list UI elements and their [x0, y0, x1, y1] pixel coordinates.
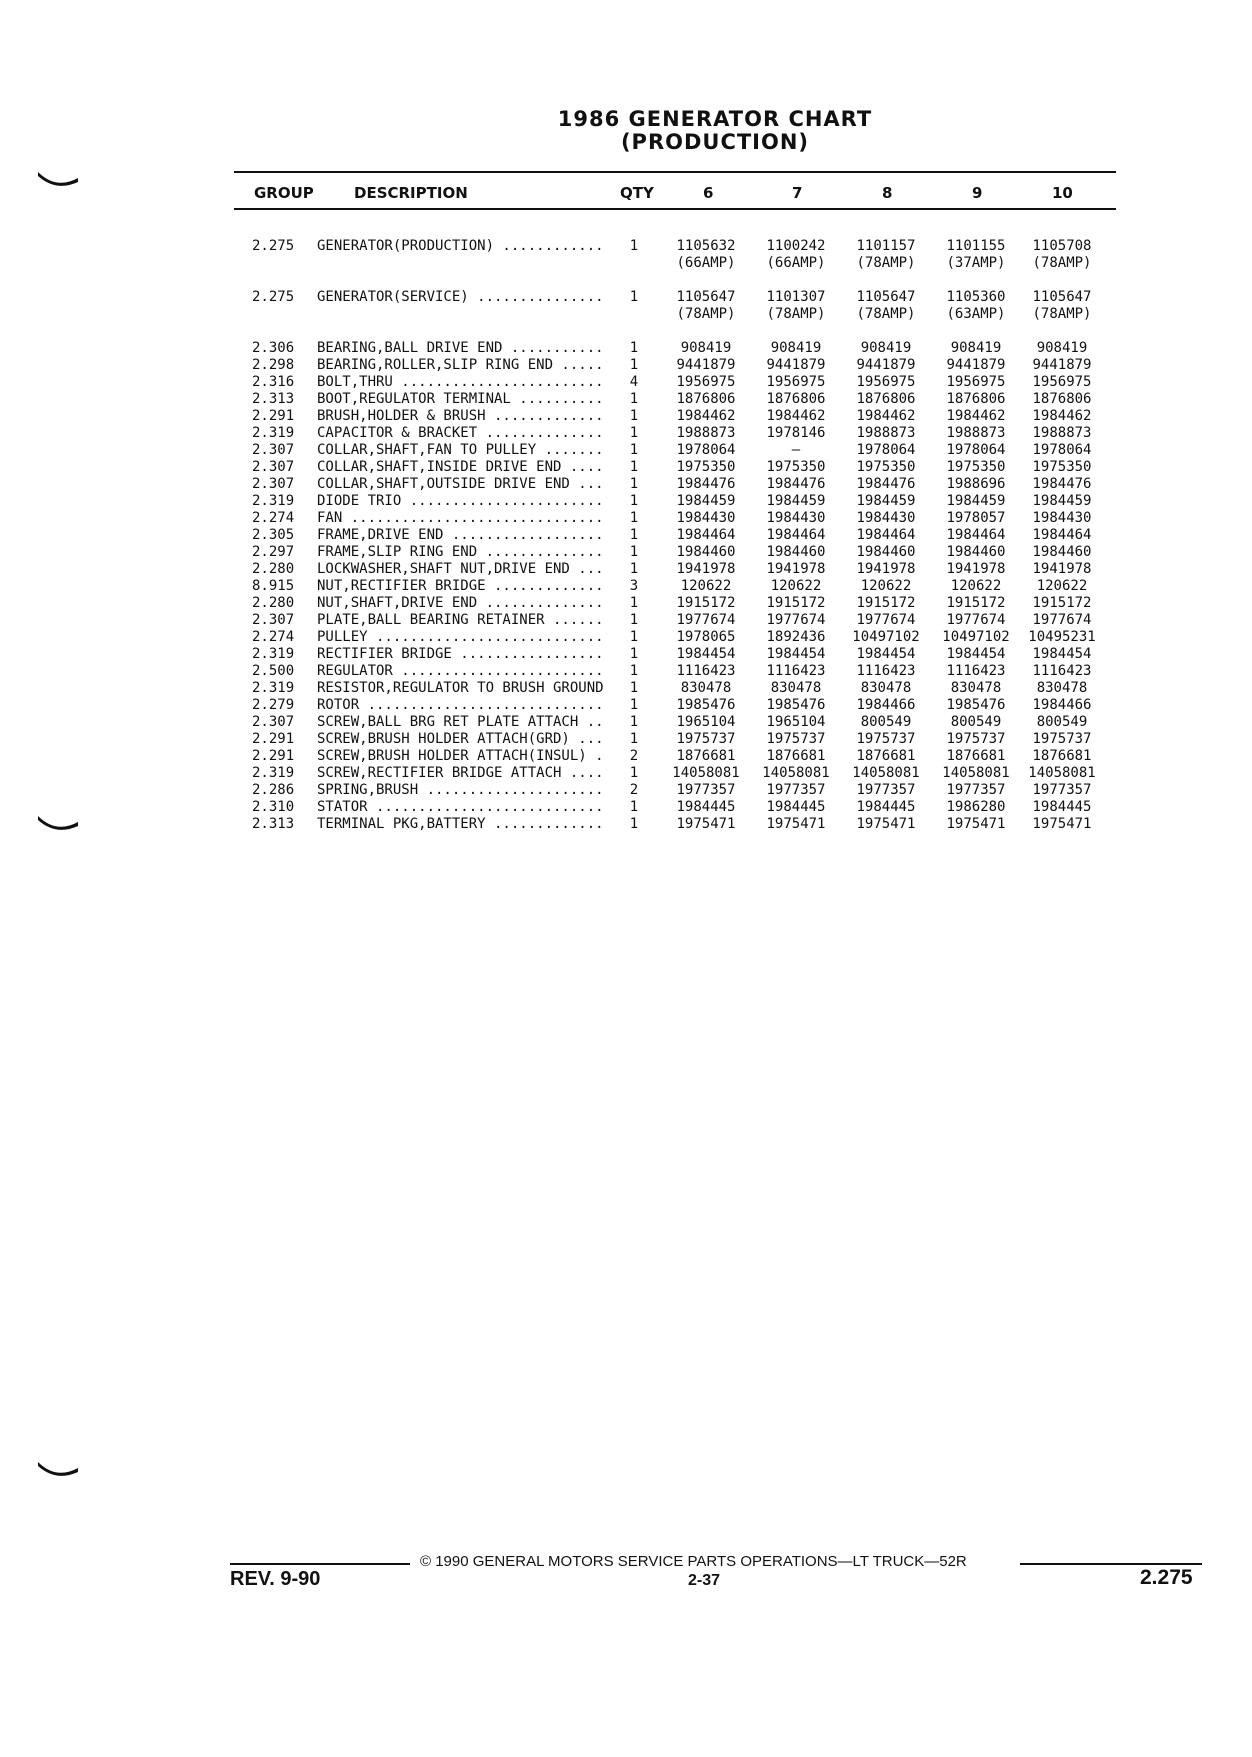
row-qty: 1	[629, 357, 639, 373]
row-group: 2.280	[252, 595, 295, 611]
row-description: SCREW,BALL BRG RET PLATE ATTACH ..	[317, 714, 604, 730]
row-description: FAN ..............................	[317, 510, 604, 526]
row-value-col-7: 1977674	[766, 612, 826, 628]
row-value-col-8: 1977357	[856, 782, 916, 798]
row-group: 2.297	[252, 544, 295, 560]
row-description: PULLEY ...........................	[317, 629, 604, 645]
row-value-col-10: 1984462	[1032, 408, 1092, 424]
row-value-col-10: 1984460	[1032, 544, 1092, 560]
row-group: 2.286	[252, 782, 295, 798]
title-line-1: 1986 GENERATOR CHART	[557, 107, 873, 131]
row-value-col-10: 1116423	[1032, 663, 1092, 679]
header-group: GROUP	[254, 184, 314, 202]
row-value-col-10: 908419	[1036, 340, 1088, 356]
row-description: RESISTOR,REGULATOR TO BRUSH GROUND	[317, 680, 604, 696]
row-value-col-10: 1977674	[1032, 612, 1092, 628]
header-col-8: 8	[882, 184, 893, 202]
row-value-col-10: 10495231	[1028, 629, 1096, 645]
row-value-col-7: 1984464	[766, 527, 826, 543]
title-line-2: (PRODUCTION)	[620, 130, 810, 154]
row-value-col-7: 1876806	[766, 391, 826, 407]
row-value-col-8: 1984476	[856, 476, 916, 492]
row-value-col-8: 1101157	[856, 238, 916, 254]
row-value-col-8: 1984459	[856, 493, 916, 509]
row-value-col-6: 1105647	[676, 289, 736, 305]
row-value-col-6: 120622	[680, 578, 732, 594]
row-value-col-6: 1876681	[676, 748, 736, 764]
row-value-col-10: 1984430	[1032, 510, 1092, 526]
row-group: 2.313	[252, 391, 295, 407]
row-value-col-7: 1975350	[766, 459, 826, 475]
row-value-col-7: 1978146	[766, 425, 826, 441]
row-description: SCREW,BRUSH HOLDER ATTACH(INSUL) .	[317, 748, 604, 764]
row-value-col-8: 1978064	[856, 442, 916, 458]
row-qty: 1	[629, 595, 639, 611]
binder-hole-mark-middle	[36, 812, 80, 834]
row-description: STATOR ...........................	[317, 799, 604, 815]
row-value-col-9: 1915172	[946, 595, 1006, 611]
row-qty: 1	[629, 289, 639, 305]
row-value-col-9: 908419	[950, 340, 1002, 356]
row-group: 2.313	[252, 816, 295, 832]
row-value-col-10: 800549	[1036, 714, 1088, 730]
row-group: 2.307	[252, 612, 295, 628]
row-qty: 1	[629, 765, 639, 781]
row-group: 2.291	[252, 408, 295, 424]
row-value-col-7: 1915172	[766, 595, 826, 611]
row-qty: 1	[629, 612, 639, 628]
row-value-col-6: 1984454	[676, 646, 736, 662]
row-value-col-10: 9441879	[1032, 357, 1092, 373]
row-value-col-7: 14058081	[762, 765, 830, 781]
row-value-col-8: 1984466	[856, 697, 916, 713]
row-value-col-9: 1986280	[946, 799, 1006, 815]
header-description: DESCRIPTION	[354, 184, 468, 202]
row-value-col-9: 1116423	[946, 663, 1006, 679]
row-value-col-10: 1876806	[1032, 391, 1092, 407]
row-group: 2.319	[252, 765, 295, 781]
row-description: REGULATOR ........................	[317, 663, 604, 679]
row-value-col-9: 1984454	[946, 646, 1006, 662]
header-col-10: 10	[1052, 184, 1073, 202]
row-value-col-10: 1984445	[1032, 799, 1092, 815]
row-group: 2.298	[252, 357, 295, 373]
row-value-col-6: 1984476	[676, 476, 736, 492]
header-col-6: 6	[703, 184, 714, 202]
row-value-col-9: 1977674	[946, 612, 1006, 628]
row-value-col-6: 1984464	[676, 527, 736, 543]
row-value-col-6: 1975737	[676, 731, 736, 747]
row-value-col-8: 1975737	[856, 731, 916, 747]
row-value-col-10: 1941978	[1032, 561, 1092, 577]
row-value-col-7: 830478	[770, 680, 822, 696]
row-amp-col-8: (78AMP)	[856, 306, 916, 322]
row-value-col-8: 1975350	[856, 459, 916, 475]
row-qty: 1	[629, 391, 639, 407]
row-value-col-8: 800549	[860, 714, 912, 730]
row-value-col-7: 1965104	[766, 714, 826, 730]
row-value-col-10: 1975737	[1032, 731, 1092, 747]
row-qty: 1	[629, 629, 639, 645]
row-value-col-9: 1975471	[946, 816, 1006, 832]
row-amp-col-7: (78AMP)	[766, 306, 826, 322]
footer-revision: REV. 9-90	[230, 1568, 321, 1590]
row-group: 2.307	[252, 442, 295, 458]
row-value-col-8: 120622	[860, 578, 912, 594]
row-value-col-9: 1984462	[946, 408, 1006, 424]
row-value-col-10: 830478	[1036, 680, 1088, 696]
row-value-col-7: 1100242	[766, 238, 826, 254]
row-value-col-8: 14058081	[852, 765, 920, 781]
row-value-col-10: 1876681	[1032, 748, 1092, 764]
row-value-col-7: —	[791, 442, 801, 458]
row-group: 2.307	[252, 459, 295, 475]
row-value-col-6: 1984462	[676, 408, 736, 424]
row-value-col-7: 1977357	[766, 782, 826, 798]
row-qty: 2	[629, 782, 639, 798]
row-amp-col-9: (63AMP)	[946, 306, 1006, 322]
row-value-col-9: 1975350	[946, 459, 1006, 475]
row-value-col-6: 1984459	[676, 493, 736, 509]
row-value-col-7: 1956975	[766, 374, 826, 390]
row-qty: 4	[629, 374, 639, 390]
row-value-col-8: 1956975	[856, 374, 916, 390]
row-value-col-10: 1978064	[1032, 442, 1092, 458]
row-value-col-10: 1984466	[1032, 697, 1092, 713]
row-value-col-9: 1988873	[946, 425, 1006, 441]
row-value-col-6: 1956975	[676, 374, 736, 390]
row-group: 2.316	[252, 374, 295, 390]
header-qty: QTY	[620, 184, 654, 202]
row-qty: 2	[629, 748, 639, 764]
row-group: 2.319	[252, 493, 295, 509]
row-description: LOCKWASHER,SHAFT NUT,DRIVE END ...	[317, 561, 604, 577]
row-qty: 1	[629, 799, 639, 815]
row-qty: 1	[629, 697, 639, 713]
row-value-col-10: 1984454	[1032, 646, 1092, 662]
row-value-col-10: 1988873	[1032, 425, 1092, 441]
row-value-col-10: 120622	[1036, 578, 1088, 594]
row-qty: 1	[629, 714, 639, 730]
row-value-col-9: 120622	[950, 578, 1002, 594]
row-amp-col-6: (66AMP)	[676, 255, 736, 271]
row-value-col-7: 1984430	[766, 510, 826, 526]
row-value-col-9: 1984464	[946, 527, 1006, 543]
row-qty: 1	[629, 238, 639, 254]
row-amp-col-8: (78AMP)	[856, 255, 916, 271]
row-value-col-10: 1105647	[1032, 289, 1092, 305]
row-value-col-9: 830478	[950, 680, 1002, 696]
binder-hole-mark-top	[36, 168, 80, 190]
row-description: BEARING,ROLLER,SLIP RING END .....	[317, 357, 604, 373]
row-value-col-10: 1984476	[1032, 476, 1092, 492]
row-value-col-9: 1956975	[946, 374, 1006, 390]
row-group: 2.280	[252, 561, 295, 577]
row-value-col-7: 1984459	[766, 493, 826, 509]
row-value-col-10: 1975471	[1032, 816, 1092, 832]
row-qty: 1	[629, 476, 639, 492]
row-value-col-8: 1915172	[856, 595, 916, 611]
row-value-col-7: 1116423	[766, 663, 826, 679]
row-value-col-6: 1965104	[676, 714, 736, 730]
row-value-col-7: 1975471	[766, 816, 826, 832]
row-description: DIODE TRIO .......................	[317, 493, 604, 509]
row-value-col-10: 1984459	[1032, 493, 1092, 509]
row-qty: 1	[629, 493, 639, 509]
row-value-col-9: 1876681	[946, 748, 1006, 764]
row-value-col-9: 1988696	[946, 476, 1006, 492]
row-description: SCREW,RECTIFIER BRIDGE ATTACH ....	[317, 765, 604, 781]
row-qty: 1	[629, 340, 639, 356]
row-value-col-8: 1984430	[856, 510, 916, 526]
row-description: GENERATOR(SERVICE) ...............	[317, 289, 604, 305]
row-value-col-7: 1975737	[766, 731, 826, 747]
row-qty: 1	[629, 561, 639, 577]
row-value-col-8: 1984445	[856, 799, 916, 815]
row-description: SPRING,BRUSH .....................	[317, 782, 604, 798]
row-group: 2.500	[252, 663, 295, 679]
row-value-col-7: 1876681	[766, 748, 826, 764]
row-value-col-8: 1876806	[856, 391, 916, 407]
row-value-col-8: 1988873	[856, 425, 916, 441]
row-value-col-8: 1984464	[856, 527, 916, 543]
row-value-col-6: 1977674	[676, 612, 736, 628]
row-value-col-9: 1984459	[946, 493, 1006, 509]
row-qty: 1	[629, 425, 639, 441]
row-value-col-9: 1984460	[946, 544, 1006, 560]
footer-copyright: © 1990 GENERAL MOTORS SERVICE PARTS OPERATIONS—LT TRUCK—52R	[420, 1553, 967, 1570]
row-qty: 1	[629, 663, 639, 679]
row-value-col-6: 830478	[680, 680, 732, 696]
row-value-col-9: 1105360	[946, 289, 1006, 305]
row-description: COLLAR,SHAFT,OUTSIDE DRIVE END ...	[317, 476, 604, 492]
row-value-col-7: 1984454	[766, 646, 826, 662]
row-description: CAPACITOR & BRACKET ..............	[317, 425, 604, 441]
row-value-col-6: 1975471	[676, 816, 736, 832]
row-value-col-9: 14058081	[942, 765, 1010, 781]
row-value-col-6: 14058081	[672, 765, 740, 781]
row-description: PLATE,BALL BEARING RETAINER ......	[317, 612, 604, 628]
row-group: 2.275	[252, 238, 295, 254]
row-qty: 1	[629, 442, 639, 458]
row-value-col-10: 1975350	[1032, 459, 1092, 475]
row-description: BEARING,BALL DRIVE END ...........	[317, 340, 604, 356]
row-value-col-10: 1977357	[1032, 782, 1092, 798]
row-value-col-7: 1984476	[766, 476, 826, 492]
row-amp-col-7: (66AMP)	[766, 255, 826, 271]
footer-page-number: 2-37	[688, 1572, 721, 1589]
row-value-col-8: 10497102	[852, 629, 920, 645]
row-group: 2.319	[252, 680, 295, 696]
row-value-col-8: 1984460	[856, 544, 916, 560]
row-value-col-10: 1105708	[1032, 238, 1092, 254]
row-qty: 1	[629, 646, 639, 662]
row-qty: 1	[629, 731, 639, 747]
footer-rule-left	[230, 1563, 410, 1565]
row-group: 2.305	[252, 527, 295, 543]
row-value-col-9: 9441879	[946, 357, 1006, 373]
footer-section-number: 2.275	[1140, 1566, 1193, 1589]
row-value-col-7: 1892436	[766, 629, 826, 645]
row-value-col-9: 1978064	[946, 442, 1006, 458]
row-qty: 1	[629, 527, 639, 543]
row-description: NUT,SHAFT,DRIVE END ..............	[317, 595, 604, 611]
row-value-col-6: 1988873	[676, 425, 736, 441]
row-group: 2.291	[252, 731, 295, 747]
row-value-col-8: 9441879	[856, 357, 916, 373]
row-value-col-8: 1105647	[856, 289, 916, 305]
row-amp-col-9: (37AMP)	[946, 255, 1006, 271]
row-amp-col-10: (78AMP)	[1032, 306, 1092, 322]
row-value-col-8: 1876681	[856, 748, 916, 764]
row-group: 2.274	[252, 629, 295, 645]
row-value-col-7: 1941978	[766, 561, 826, 577]
row-description: GENERATOR(PRODUCTION) ............	[317, 238, 604, 254]
row-group: 2.319	[252, 646, 295, 662]
row-description: BOLT,THRU ........................	[317, 374, 604, 390]
row-group: 2.319	[252, 425, 295, 441]
table-header-rule	[234, 208, 1116, 210]
row-value-col-6: 1975350	[676, 459, 736, 475]
row-group: 2.275	[252, 289, 295, 305]
row-value-col-6: 1116423	[676, 663, 736, 679]
row-value-col-6: 1984430	[676, 510, 736, 526]
row-value-col-6: 1984460	[676, 544, 736, 560]
row-description: RECTIFIER BRIDGE .................	[317, 646, 604, 662]
footer-rule-right	[1020, 1563, 1202, 1565]
row-qty: 3	[629, 578, 639, 594]
row-group: 2.279	[252, 697, 295, 713]
row-value-col-7: 1984460	[766, 544, 826, 560]
row-value-col-8: 1975471	[856, 816, 916, 832]
table-top-rule	[234, 171, 1116, 173]
row-value-col-6: 1915172	[676, 595, 736, 611]
row-qty: 1	[629, 510, 639, 526]
row-value-col-6: 1941978	[676, 561, 736, 577]
row-description: COLLAR,SHAFT,INSIDE DRIVE END ....	[317, 459, 604, 475]
row-value-col-6: 1984445	[676, 799, 736, 815]
row-value-col-7: 9441879	[766, 357, 826, 373]
row-value-col-7: 1985476	[766, 697, 826, 713]
row-group: 2.306	[252, 340, 295, 356]
row-value-col-6: 9441879	[676, 357, 736, 373]
row-value-col-8: 908419	[860, 340, 912, 356]
row-description: BRUSH,HOLDER & BRUSH .............	[317, 408, 604, 424]
row-group: 2.310	[252, 799, 295, 815]
row-amp-col-6: (78AMP)	[676, 306, 736, 322]
row-qty: 1	[629, 408, 639, 424]
row-value-col-6: 1978065	[676, 629, 736, 645]
row-value-col-9: 10497102	[942, 629, 1010, 645]
row-value-col-9: 1101155	[946, 238, 1006, 254]
row-value-col-9: 1985476	[946, 697, 1006, 713]
row-value-col-6: 908419	[680, 340, 732, 356]
row-description: COLLAR,SHAFT,FAN TO PULLEY .......	[317, 442, 604, 458]
row-value-col-8: 1116423	[856, 663, 916, 679]
row-value-col-9: 1978057	[946, 510, 1006, 526]
row-qty: 1	[629, 544, 639, 560]
row-value-col-9: 1975737	[946, 731, 1006, 747]
row-group: 2.274	[252, 510, 295, 526]
row-group: 2.291	[252, 748, 295, 764]
row-description: NUT,RECTIFIER BRIDGE .............	[317, 578, 604, 594]
row-value-col-8: 1984454	[856, 646, 916, 662]
row-description: BOOT,REGULATOR TERMINAL ..........	[317, 391, 604, 407]
row-value-col-6: 1105632	[676, 238, 736, 254]
row-value-col-8: 1984462	[856, 408, 916, 424]
row-value-col-8: 830478	[860, 680, 912, 696]
row-value-col-10: 1984464	[1032, 527, 1092, 543]
row-value-col-7: 1101307	[766, 289, 826, 305]
header-col-9: 9	[972, 184, 983, 202]
row-value-col-6: 1985476	[676, 697, 736, 713]
row-qty: 1	[629, 816, 639, 832]
row-value-col-10: 1956975	[1032, 374, 1092, 390]
header-col-7: 7	[792, 184, 803, 202]
row-value-col-6: 1876806	[676, 391, 736, 407]
row-value-col-9: 1977357	[946, 782, 1006, 798]
row-description: TERMINAL PKG,BATTERY .............	[317, 816, 604, 832]
row-value-col-10: 14058081	[1028, 765, 1096, 781]
row-value-col-7: 120622	[770, 578, 822, 594]
row-description: ROTOR ............................	[317, 697, 604, 713]
row-value-col-9: 800549	[950, 714, 1002, 730]
row-value-col-10: 1915172	[1032, 595, 1092, 611]
row-value-col-6: 1978064	[676, 442, 736, 458]
row-value-col-7: 1984445	[766, 799, 826, 815]
row-group: 8.915	[252, 578, 295, 594]
row-value-col-7: 908419	[770, 340, 822, 356]
row-group: 2.307	[252, 476, 295, 492]
row-value-col-9: 1876806	[946, 391, 1006, 407]
row-qty: 1	[629, 459, 639, 475]
row-amp-col-10: (78AMP)	[1032, 255, 1092, 271]
row-qty: 1	[629, 680, 639, 696]
row-description: FRAME,SLIP RING END ..............	[317, 544, 604, 560]
page-title	[0, 108, 1252, 154]
row-value-col-7: 1984462	[766, 408, 826, 424]
row-value-col-8: 1941978	[856, 561, 916, 577]
row-group: 2.307	[252, 714, 295, 730]
row-description: FRAME,DRIVE END ..................	[317, 527, 604, 543]
row-value-col-6: 1977357	[676, 782, 736, 798]
row-description: SCREW,BRUSH HOLDER ATTACH(GRD) ...	[317, 731, 604, 747]
row-value-col-8: 1977674	[856, 612, 916, 628]
binder-hole-mark-bottom	[36, 1458, 80, 1480]
row-value-col-9: 1941978	[946, 561, 1006, 577]
